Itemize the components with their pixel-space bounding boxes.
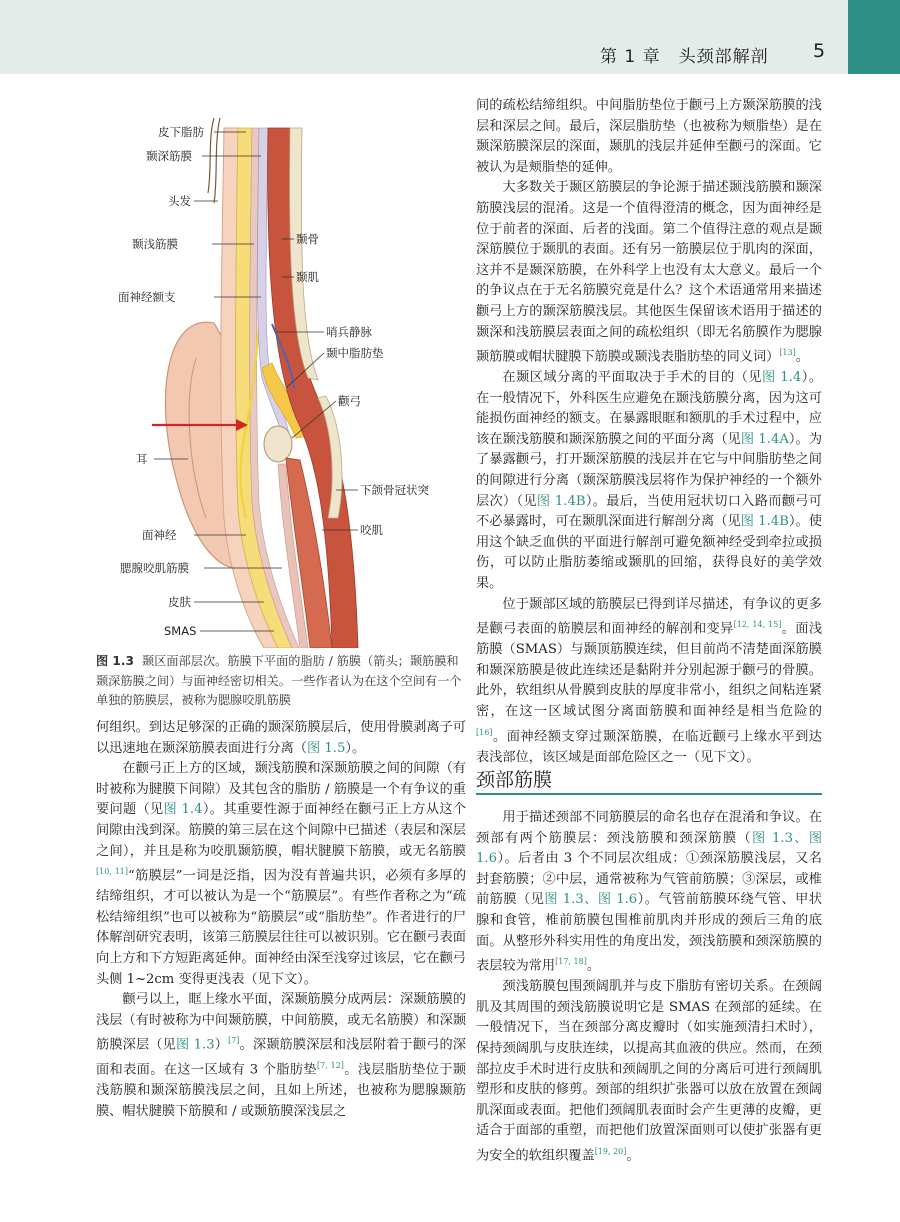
label-skin: 皮肤 (168, 595, 191, 609)
text-run: 大多数关于颞区筋膜层的争论源于描述颞浅筋膜和颞深筋膜浅层的混淆。这是一个值得澄清的概念，因为面神经是位于前者的深面、后者的浅面。第二个值得注意的观点是颞深筋膜位于颞肌的表面。还有另一筋膜层位于肌肉的深面，这并不是颞深筋膜，在外科学上也没有太大意义。最后一个的争议点在于无名筋膜究竟是什么？这个术语通常用来描述颧弓上方的颞深筋膜浅层。其他医生保留该术语用于描述的颞深和浅筋膜层表面之间的疏松组织（即无名筋膜作为腮腺颞筋膜或帽状腱膜下筋膜或颞浅表脂肪垫的同义词） (476, 180, 822, 365)
zygomatic-arch (264, 426, 292, 462)
citation-ref[interactable]: [16] (476, 727, 493, 737)
anatomy-figure (96, 98, 466, 648)
right-paragraph-3 (476, 368, 822, 595)
temporal-layers-illustration (96, 98, 466, 648)
text-run: ）。在一般情况下，外科医生应避免在颞浅筋膜分离，因为这可能损伤面神经的额支。在暴露眼眶和额肌的手术过程中，应该在颞浅筋膜和颞深筋膜之间的平面分离（见 (476, 370, 823, 447)
citation-ref[interactable]: [10, 11] (96, 867, 129, 877)
label-coronoid-process: 下颌骨冠状突 (360, 483, 429, 497)
header-accent-bar (848, 0, 900, 74)
figure-link[interactable]: 图 1.4 (761, 370, 802, 386)
text-run: 。 (626, 1148, 640, 1164)
text-run: 颈浅筋膜包围颈阔肌并与皮下脂肪有密切关系。在颈阔肌及其周围的颈浅筋膜说明它是 SMAS 在颈部的延续。在一般情况下，当在颈部分离皮瓣时（如实施颈清扫术时），保持颈阔肌与皮肤连续，以提高其血液的供应。然而，在颈部拉皮手术时进行皮肤和颈阔肌之间的分离后可进行颈阔肌塑形和皮肤的修剪。颈部的组织扩张器可以放在放置在颈阔肌深面或表面。把他们颈阔肌表面时会产生更薄的皮瓣，更适合于面部的重塑，而把他们放置深面则可以使扩张器有更为安全的软组织覆盖 (476, 979, 822, 1164)
text-run: 。面浅筋膜（SMAS）与颞顶筋膜连续，但目前尚不清楚面深筋膜和颞深筋膜是彼此连续还是黏附并分别起源于颧弓的骨膜。此外，软组织从骨膜到皮肤的厚度非常小，组织之间粘连紧密，在这一区域试图分离面筋膜和面神经是相当危险的 (476, 621, 823, 719)
text-run: 。面神经额支穿过颞深筋膜，在临近颧弓上缘水平到达表浅部位，该区域是面部危险区之一（见下文）。 (476, 728, 822, 765)
label-masseter: 咬肌 (360, 523, 383, 537)
left-paragraph-3 (96, 990, 466, 1122)
text-run: ）。最后，当使用冠状切口入路而颧弓可不必暴露时，可在颞肌深面进行解剖分离（见 (476, 493, 822, 530)
chapter-title: 第 1 章 头颈部解剖 (600, 47, 769, 67)
label-ear: 耳 (136, 452, 148, 466)
right-column-text-lower (476, 808, 822, 1167)
label-subcutaneous-fat: 皮下脂肪 (158, 125, 204, 139)
left-column-text (96, 718, 466, 1122)
text-run: ）。后者由 3 个不同层次组成：①颈深筋膜浅层，又名封套筋膜；②中层，通常被称为气管前筋膜；③深层，或椎前筋膜（见 (476, 851, 822, 908)
citation-ref[interactable]: [19, 20] (594, 1146, 627, 1156)
citation-ref[interactable]: [7] (228, 1036, 240, 1046)
label-smas: SMAS (164, 624, 197, 638)
figure-link[interactable]: 图 1.3、图 1.6 (476, 830, 823, 867)
label-facial-nerve: 面神经 (142, 528, 177, 542)
figure-link[interactable]: 图 1.3、图 1.6 (544, 892, 638, 908)
label-superficial-temporal-fascia: 颞浅筋膜 (132, 237, 178, 251)
figure-link[interactable]: 图 1.5 (307, 740, 346, 756)
text-run: “筋膜层”一词是泛指，因为没有普遍共识，必须有多厚的结缔组织，才可以被认为是一个“筋膜层”。有些作者称之为“疏松结缔组织”也可以被称为“筋膜层”或“脂肪垫”。作者进行的尸体解剖研究表明，该第三筋膜层往往可以被识别。它在颧弓表面向上方和下方短距离延伸。面神经由深至浅穿过该层，它在颧弓头侧 1~2cm 变得更浅表（见下文）。 (96, 868, 467, 987)
label-hair: 头发 (168, 194, 191, 208)
label-sentinel-vein: 哨兵静脉 (326, 325, 372, 339)
label-temporalis: 颞肌 (296, 270, 319, 284)
page-number: 5 (813, 40, 826, 62)
text-run: 。 (586, 958, 600, 974)
text-run: ）。气管前筋膜环绕气管、甲状腺和食管，椎前筋膜包围椎前肌肉并形成的颈后三角的底面。从整形外科实用性的角度出发，颈浅筋膜和颈深筋膜的表层较为常用 (476, 892, 823, 974)
figure-link[interactable]: 图 1.4 (163, 802, 203, 818)
section-heading-neck-fascia: 颈部筋膜 (476, 769, 553, 791)
text-run: 在颧弓正上方的区域，颞浅筋膜和深颞筋膜之间的间隙（有时被称为腱膜下间隙）及其包含的脂肪 / 筋膜是一个有争议的重要问题（见 (96, 761, 466, 818)
section-heading-rule (476, 793, 822, 795)
right-paragraph-4 (476, 595, 822, 769)
left-paragraph-1 (96, 718, 466, 759)
text-run: 。深颞筋膜深层和浅层附着于颧弓的深面和表面。在这一区域有 3 个脂肪垫 (96, 1037, 466, 1078)
text-run: 颧弓以上，眶上缘水平面，深颞筋膜分成两层：深颞筋膜的浅层（有时被称为中间颞筋膜，中间筋膜，或无名筋膜）和深颞筋膜深层（见 (96, 992, 466, 1053)
figure-caption-text: 颞区面部层次。筋膜下平面的脂肪 / 筋膜（箭头；颞筋膜和颞深筋膜之间）与面神经密切相关。一些作者认为在这个空间有一个单独的筋膜层，被称为腮腺咬肌筋膜 (96, 654, 462, 707)
citation-ref[interactable]: [13] (779, 348, 796, 358)
text-run: 在颞区域分离的平面取决于手术的目的（见 (502, 370, 762, 386)
text-run: 用于描述颈部不同筋膜层的命名也存在混淆和争议。在颈部有两个筋膜层：颈浅筋膜和颈深筋膜（ (476, 810, 822, 846)
citation-ref[interactable]: [12, 14, 15] (733, 620, 782, 630)
text-run: 位于颞部区域的筋膜层已得到详尽描述，有争议的更多是颧弓表面的筋膜层和面神经的解剖和变异 (476, 596, 822, 637)
text-run: ）。 (345, 740, 366, 756)
figure-link[interactable]: 图 1.4B (536, 493, 586, 509)
hair-strands (208, 118, 220, 203)
label-zygomatic-arch: 颧弓 (338, 394, 361, 408)
text-run: 。浅层脂肪垫位于颞浅筋膜和颞深筋膜浅层之间，且如上所述，也被称为腮腺颞筋膜、帽状腱膜下筋膜和 / 或颞筋膜深浅层之 (96, 1062, 466, 1119)
text-run: ） (214, 1037, 229, 1053)
figure-link[interactable]: 图 1.4B (740, 514, 789, 530)
text-run: ）。其重要性源于面神经在颧弓正上方从这个间隙由浅到深。筋膜的第三层在这个间隙中已描述（表层和深层之间），并且是称为咬肌颞筋膜，帽状腱膜下筋膜，或无名筋膜 (96, 802, 467, 859)
right-paragraph-6 (476, 977, 822, 1167)
label-temporal-bone: 颞骨 (296, 232, 319, 246)
label-frontal-branch: 面神经额支 (118, 290, 176, 304)
right-paragraph-5 (476, 808, 822, 977)
text-run: 何组织。到达足够深的正确的颞深筋膜层后，使用骨膜剥离子可以迅速地在颞深筋膜表面进行分离（ (96, 720, 466, 756)
right-column-text-upper (476, 96, 822, 768)
text-run: ）。使用这个缺乏血供的平面进行解剖可避免额神经受到牵拉或损伤，可以防止脂肪萎缩或颞肌的回缩，获得良好的美学效果。 (476, 514, 823, 592)
figure-caption (96, 652, 466, 711)
figure-link[interactable]: 图 1.4A (740, 431, 789, 447)
text-run: ）。为了暴露颧弓，打开颞深筋膜的浅层并在它与中间脂肪垫之间的间隙进行分离（颞深筋膜浅层将作为保护神经的一个额外层次）（见 (476, 431, 823, 509)
label-middle-temporal-fat-pad: 颞中脂肪垫 (326, 346, 384, 360)
figure-number: 图 1.3 (96, 654, 135, 668)
label-deep-temporal-fascia: 颞深筋膜 (146, 149, 192, 163)
citation-ref[interactable]: [7, 12] (316, 1061, 344, 1071)
right-paragraph-1: 间的疏松结缔组织。中间脂肪垫位于颧弓上方颞深筋膜的浅层和深层之间。最后，深层脂肪垫（也被称为颊脂垫）是在颞深筋膜深层的深面，颞肌的浅层并延伸至颧弓的深面。它被认为是颊脂垫的延伸。 (476, 98, 822, 175)
citation-ref[interactable]: [17, 18] (555, 957, 587, 967)
label-parotid-masseteric-fascia: 腮腺咬肌筋膜 (120, 561, 189, 575)
right-paragraph-2 (476, 178, 822, 368)
left-paragraph-2 (96, 759, 466, 990)
text-run: 。 (795, 349, 809, 365)
figure-link[interactable]: 图 1.3 (175, 1037, 215, 1053)
